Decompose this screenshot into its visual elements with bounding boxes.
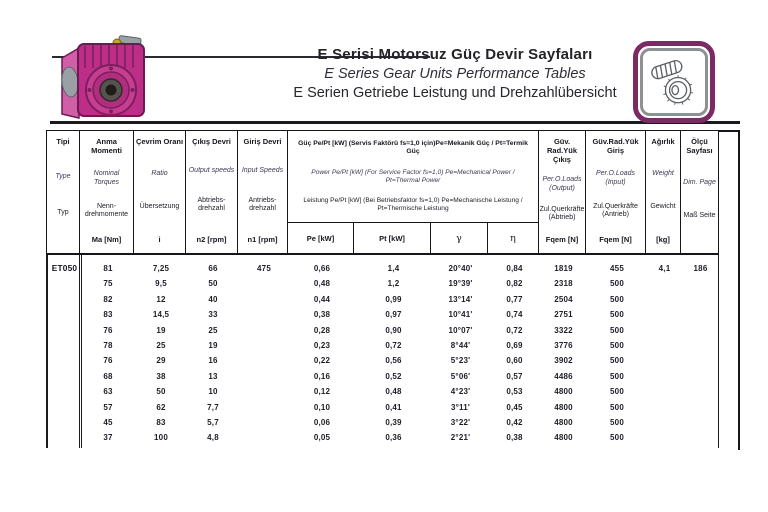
table-cell: 82 <box>103 294 113 304</box>
table-cell: 0,99 <box>385 294 402 304</box>
table-cell: 0,48 <box>385 387 402 397</box>
table-cell <box>682 353 719 368</box>
table-cell: 0,38 <box>506 433 523 443</box>
table-row <box>48 307 718 322</box>
table-cell: 2318 <box>554 279 573 289</box>
table-cell <box>48 400 81 415</box>
table-cell: 0,41 <box>385 402 402 412</box>
table-cell: 3°11' <box>450 402 470 412</box>
table-cell: 0,22 <box>313 356 331 366</box>
table-cell: 25 <box>208 325 218 335</box>
col-group-power <box>288 131 539 253</box>
table-cell <box>682 384 719 399</box>
table-cell: 500 <box>610 371 624 381</box>
table-cell <box>239 276 289 291</box>
worm-gear-icon-frame <box>640 48 708 116</box>
table-cell: 0,72 <box>506 325 523 335</box>
table-row <box>48 323 718 338</box>
table-cell: 76 <box>103 325 113 335</box>
page-title-turkish: E Serisi Motorsuz Güç Devir Sayfaları <box>317 46 593 63</box>
table-cell: 0,10 <box>313 402 331 412</box>
table-cell: 76 <box>103 356 113 366</box>
table-cell <box>239 415 289 430</box>
table-cell: 83 <box>103 310 113 320</box>
table-cell: 63 <box>103 387 113 397</box>
table-cell <box>647 415 682 430</box>
table-cell: 45 <box>103 417 113 427</box>
table-cell <box>48 384 81 399</box>
table-cell <box>647 369 682 384</box>
power-group-texts: Güç Pe/Pt [kW] (Servis Faktörü fs=1,0 için)Pe=Mekanik Güç / Pt=Termik Güç Power Pe/Pt [kW] (For Service Factor fs=1,0) Pe=Mechanical Power / Pt=Thermal Power Leistung Pe/Pt [kW] (Bei Betriebsfaktor fs=1,0) Pe=Mechanische Leistung / Pt=Thermische Leistung <box>288 131 538 223</box>
table-cell <box>239 292 289 307</box>
table-cell: 3322 <box>554 325 573 335</box>
table-cell: 3902 <box>554 356 573 366</box>
table-cell <box>647 323 682 338</box>
table-row <box>48 369 718 384</box>
table-cell: 0,53 <box>506 387 523 397</box>
table-cell: 500 <box>610 433 624 443</box>
table-cell <box>48 307 81 322</box>
table-cell: 0,05 <box>313 433 331 443</box>
table-cell <box>48 292 81 307</box>
table-cell: 100 <box>154 433 168 443</box>
table-cell <box>48 369 81 384</box>
table-cell: 19°39' <box>448 279 473 289</box>
table-cell: 50 <box>156 387 166 397</box>
worm-gear-icon <box>633 41 715 123</box>
table-cell <box>239 384 289 399</box>
table-row <box>48 430 718 445</box>
table-cell: 5°06' <box>450 371 471 381</box>
col-header-weight: Ağırlık Weight Gewicht [kg] <box>646 131 681 253</box>
table-cell: 0,57 <box>506 371 523 381</box>
table-cell <box>682 400 719 415</box>
table-cell: 20°40' <box>448 264 473 273</box>
table-cell <box>48 430 81 445</box>
table-cell <box>239 307 289 322</box>
table-cell <box>682 276 719 291</box>
table-cell: 0,66 <box>313 264 331 273</box>
col-header-radial-load-input: Güv.Rad.Yük Giriş Per.O.Loads (Input) Zul.Querkräfte (Antrieb) Fqem [N] <box>586 131 646 253</box>
table-cell <box>239 323 289 338</box>
table-cell: 0,48 <box>313 279 331 289</box>
table-cell: 2504 <box>554 294 573 304</box>
header-bottom-rule <box>50 121 740 124</box>
table-cell: 8°44' <box>450 340 471 350</box>
table-cell: 5,7 <box>207 417 219 427</box>
table-cell <box>48 276 81 291</box>
col-header-type: Tipi Type Typ <box>47 131 80 253</box>
table-cell: 0,56 <box>385 356 402 366</box>
table-cell: 0,23 <box>313 340 331 350</box>
table-row <box>48 400 718 415</box>
table-cell: 0,82 <box>506 279 523 289</box>
table-cell: 7,7 <box>207 402 219 412</box>
table-cell <box>647 292 682 307</box>
table-cell <box>239 369 289 384</box>
table-cell: 33 <box>208 310 218 320</box>
table-cell: 0,45 <box>506 402 523 412</box>
table-cell <box>682 369 719 384</box>
table-cell: 0,38 <box>313 310 331 320</box>
table-row <box>48 353 718 368</box>
table-row <box>48 276 718 291</box>
table-cell: 40 <box>208 294 218 304</box>
table-cell: 500 <box>610 279 624 289</box>
col-header-input-speed: Giriş Devri Input Speeds Antriebs-drehzahl n1 [rpm] <box>238 131 288 253</box>
table-cell: 0,74 <box>506 310 523 320</box>
power-group-units <box>288 223 538 253</box>
table-cell: 3776 <box>554 340 573 350</box>
col-header-nominal-torque: Anma Momenti Nominal Torques Nenn-drehmomente Ma [Nm] <box>80 131 134 253</box>
table-cell <box>647 353 682 368</box>
table-row <box>48 384 718 399</box>
table-cell: 19 <box>208 340 218 350</box>
table-cell: 0,77 <box>506 294 523 304</box>
table-cell: 0,36 <box>385 433 402 443</box>
table-cell: 0,90 <box>385 325 402 335</box>
col-header-ratio: Çevrim Oranı Ratio Übersetzung i <box>134 131 186 253</box>
table-cell: 0,16 <box>313 371 331 381</box>
table-cell: 0,42 <box>506 417 523 427</box>
table-cell: 1,4 <box>387 264 400 273</box>
table-cell: 0,97 <box>385 310 402 320</box>
table-cell: 0,39 <box>385 417 402 427</box>
table-cell: 0,44 <box>313 294 331 304</box>
unit-pe: Pe [kW] <box>288 223 354 253</box>
table-body <box>46 255 719 448</box>
table-cell <box>647 384 682 399</box>
table-cell <box>682 323 719 338</box>
table-cell: 10 <box>208 387 218 397</box>
table-cell: 78 <box>103 340 113 350</box>
table-cell: 5°23' <box>450 356 471 366</box>
table-cell: 19 <box>156 325 166 335</box>
table-cell: 0,52 <box>385 371 402 381</box>
table-cell <box>682 430 719 445</box>
table-cell: 7,25 <box>152 264 170 273</box>
table-cell: 57 <box>103 402 113 412</box>
col-header-radial-load-output: Güv. Rad.Yük Çıkış Per.O.Loads (Output) Zul.Querkräfte (Abtrieb) Fqem [N] <box>539 131 586 253</box>
table-cell <box>647 430 682 445</box>
worm-gearbox-illustration <box>60 35 144 118</box>
table-cell: 500 <box>610 294 624 304</box>
col-header-output-speed: Çıkış Devri Output speeds Abtriebs-drehzahl n2 [rpm] <box>186 131 238 253</box>
table-cell: 0,84 <box>506 264 523 273</box>
table-cell: 14,5 <box>152 310 170 320</box>
table-cell: 62 <box>156 402 166 412</box>
table-cell <box>239 430 289 445</box>
table-cell: 13 <box>208 371 218 381</box>
table-cell: 29 <box>156 356 166 366</box>
table-cell <box>239 400 289 415</box>
table-cell: 500 <box>610 325 624 335</box>
worm-gear-glyph <box>648 56 700 108</box>
table-cell: 38 <box>156 371 166 381</box>
table-cell <box>48 353 81 368</box>
unit-pt: Pt [kW] <box>354 223 431 253</box>
table-cell: 4°23' <box>450 387 471 397</box>
unit-gamma: γ <box>431 223 488 253</box>
table-cell: 475 <box>257 264 271 273</box>
table-cell: 4800 <box>554 417 573 427</box>
table-cell: 50 <box>208 279 218 289</box>
table-cell: 455 <box>610 264 624 273</box>
table-cell: 75 <box>103 279 113 289</box>
table-cell: 4800 <box>554 433 573 443</box>
table-cell: 0,06 <box>313 417 331 427</box>
table-cell: 500 <box>610 402 624 412</box>
table-cell <box>682 307 719 322</box>
table-frame-extension-right <box>738 130 740 450</box>
table-cell <box>239 353 289 368</box>
table-cell: 4486 <box>554 371 573 381</box>
table-header <box>46 130 719 255</box>
table-cell: 1819 <box>554 264 573 273</box>
table-cell <box>647 400 682 415</box>
table-cell: 500 <box>610 387 624 397</box>
table-cell: 0,12 <box>313 387 331 397</box>
table-cell: 3°22' <box>450 417 471 427</box>
table-cell: 0,28 <box>313 325 331 335</box>
table-cell: 2°21' <box>450 433 471 443</box>
col-header-dimension-page: Ölçü Sayfası Dim. Page Maß Seite <box>683 137 716 219</box>
page-title-english: E Series Gear Units Performance Tables <box>324 66 586 82</box>
table-row <box>48 261 718 276</box>
table-cell: 66 <box>208 264 218 273</box>
table-cell: 12 <box>156 294 166 304</box>
table-cell: 68 <box>103 371 113 381</box>
table-cell: 500 <box>610 417 624 427</box>
page-title-german: E Serien Getriebe Leistung und Drehzahlübersicht <box>293 85 617 101</box>
table-cell <box>48 338 81 353</box>
table-cell: 13°14' <box>448 294 473 304</box>
performance-table <box>46 130 719 448</box>
table-cell <box>682 292 719 307</box>
table-cell <box>682 415 719 430</box>
table-cell: 1,2 <box>387 279 400 289</box>
table-cell: ET050 <box>51 263 78 273</box>
table-cell <box>647 276 682 291</box>
gearbox-product-image <box>53 34 153 126</box>
table-cell <box>239 338 289 353</box>
table-cell: 83 <box>156 417 166 427</box>
table-row <box>48 292 718 307</box>
table-cell: 500 <box>610 356 624 366</box>
title-block <box>255 46 655 101</box>
table-cell: 186 <box>693 264 708 273</box>
table-cell: 4800 <box>554 402 573 412</box>
table-cell <box>48 323 81 338</box>
table-cell <box>682 338 719 353</box>
table-cell <box>48 415 81 430</box>
table-cell: 25 <box>156 340 166 350</box>
table-cell: 10°07' <box>448 325 473 335</box>
table-cell: 2751 <box>554 310 573 320</box>
table-cell: 4,8 <box>207 433 219 443</box>
table-cell: 0,60 <box>506 356 523 366</box>
table-frame-extension-top <box>719 130 740 132</box>
table-cell: 37 <box>103 433 113 443</box>
table-cell: 0,72 <box>385 340 402 350</box>
table-row <box>48 338 718 353</box>
table-cell: 81 <box>103 264 113 273</box>
table-cell: 500 <box>610 310 624 320</box>
table-cell <box>647 338 682 353</box>
table-cell: 4800 <box>554 387 573 397</box>
unit-eta: η <box>510 232 516 244</box>
table-cell: 16 <box>208 356 218 366</box>
table-row <box>48 415 718 430</box>
table-cell: 9,5 <box>155 279 167 289</box>
table-cell: 10°41' <box>448 310 473 320</box>
table-cell: 0,69 <box>506 340 523 350</box>
table-cell: 500 <box>610 340 624 350</box>
table-cell: 4,1 <box>658 264 671 273</box>
table-cell <box>647 307 682 322</box>
